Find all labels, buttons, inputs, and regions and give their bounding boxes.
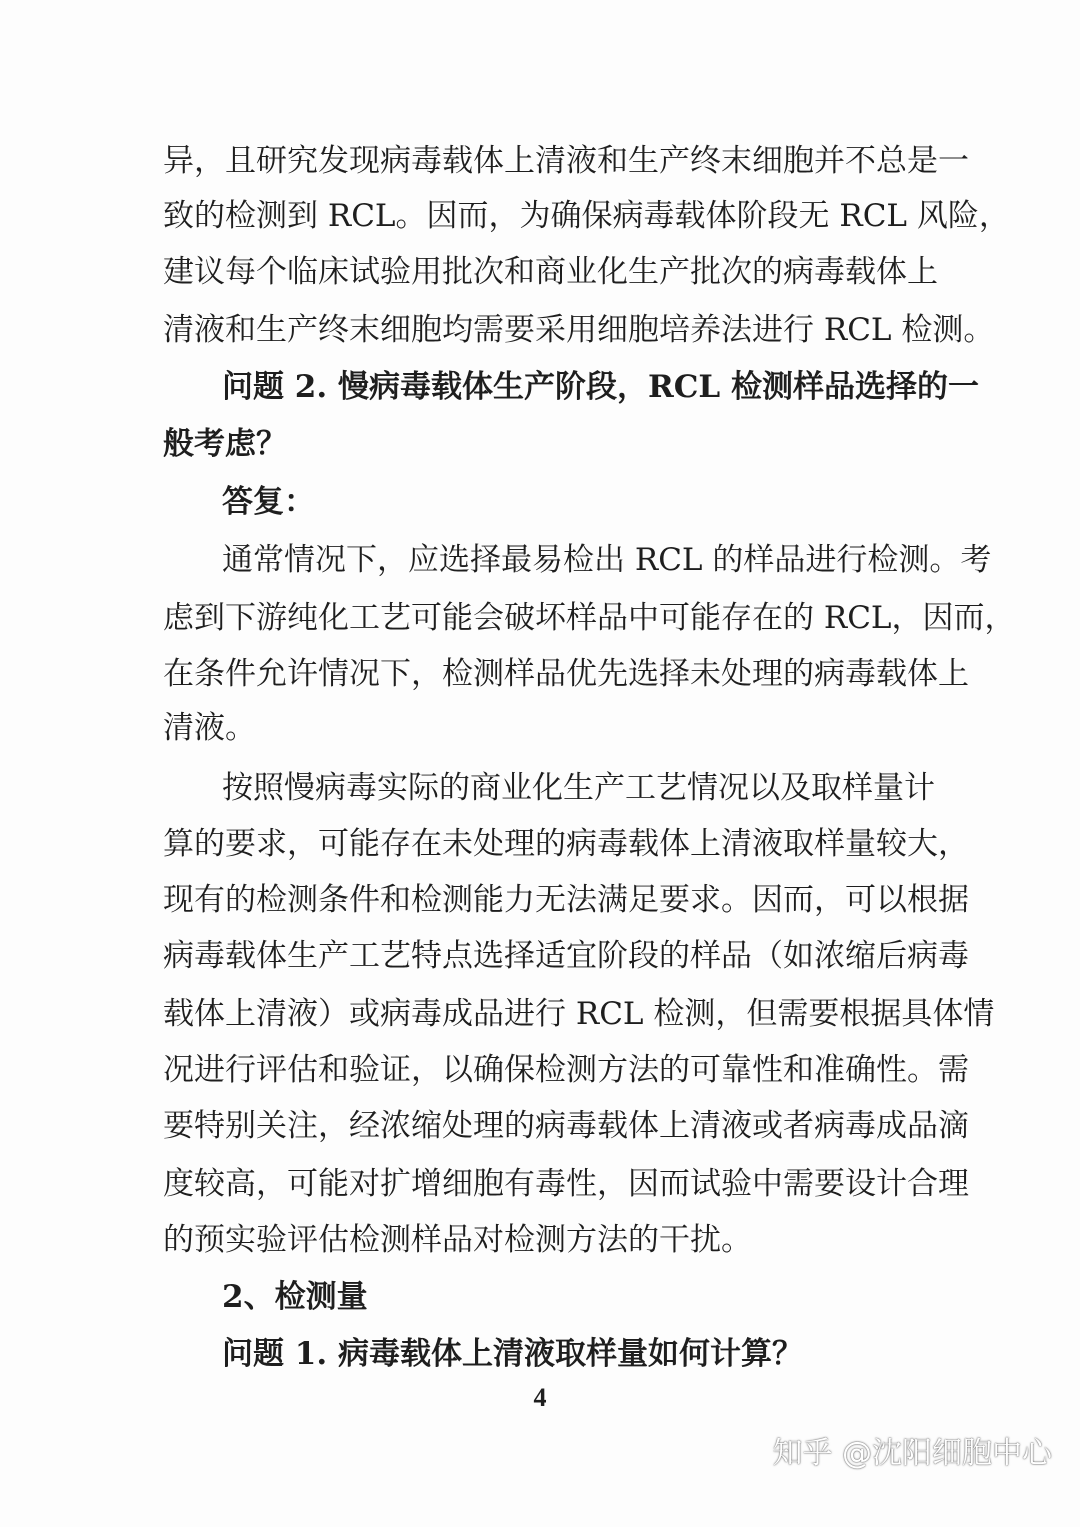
body-text-line: 病毒载体生产工艺特点选择适宜阶段的样品（如浓缩后病毒 xyxy=(163,938,969,974)
body-text-line: 建议每个临床试验用批次和商业化生产批次的病毒载体上 xyxy=(163,254,938,290)
body-text-line: 虑到下游纯化工艺可能会破坏样品中可能存在的 RCL，因而， xyxy=(163,600,1016,636)
body-text-line: 致的检测到 RCL。因而，为确保病毒载体阶段无 RCL 风险， xyxy=(163,198,1010,234)
section-heading: 2、检测量 xyxy=(222,1279,368,1315)
answer-label: 答复： xyxy=(222,484,315,520)
body-text-line: 通常情况下，应选择最易检出 RCL 的样品进行检测。考 xyxy=(222,542,992,578)
body-text-line: 载体上清液）或病毒成品进行 RCL 检测，但需要根据具体情 xyxy=(163,996,995,1032)
question-heading: 问题 2. 慢病毒载体生产阶段，RCL 检测样品选择的一 xyxy=(222,369,979,405)
watermark: 知乎 @沈阳细胞中心 xyxy=(772,1436,1052,1471)
body-text-line: 按照慢病毒实际的商业化生产工艺情况以及取样量计 xyxy=(222,770,935,806)
body-text-line: 度较高，可能对扩增细胞有毒性，因而试验中需要设计合理 xyxy=(163,1166,969,1202)
body-text-line: 现有的检测条件和检测能力无法满足要求。因而，可以根据 xyxy=(163,882,969,918)
question-heading: 问题 1. 病毒载体上清液取样量如何计算？ xyxy=(222,1336,803,1372)
body-text-line: 要特别关注，经浓缩处理的病毒载体上清液或者病毒成品滴 xyxy=(163,1108,969,1144)
body-text-line: 在条件允许情况下，检测样品优先选择未处理的病毒载体上 xyxy=(163,656,969,692)
body-text-line: 清液和生产终末细胞均需要采用细胞培养法进行 RCL 检测。 xyxy=(163,312,995,348)
body-text-line: 清液。 xyxy=(163,710,256,746)
body-text-line: 算的要求，可能存在未处理的病毒载体上清液取样量较大， xyxy=(163,826,969,862)
page-number: 4 xyxy=(533,1383,547,1412)
question-heading-continued: 般考虑？ xyxy=(163,426,287,462)
body-text-line: 异，且研究发现病毒载体上清液和生产终末细胞并不总是一 xyxy=(163,143,969,179)
body-text-line: 况进行评估和验证，以确保检测方法的可靠性和准确性。需 xyxy=(163,1052,969,1088)
body-text-line: 的预实验评估检测样品对检测方法的干扰。 xyxy=(163,1222,752,1258)
